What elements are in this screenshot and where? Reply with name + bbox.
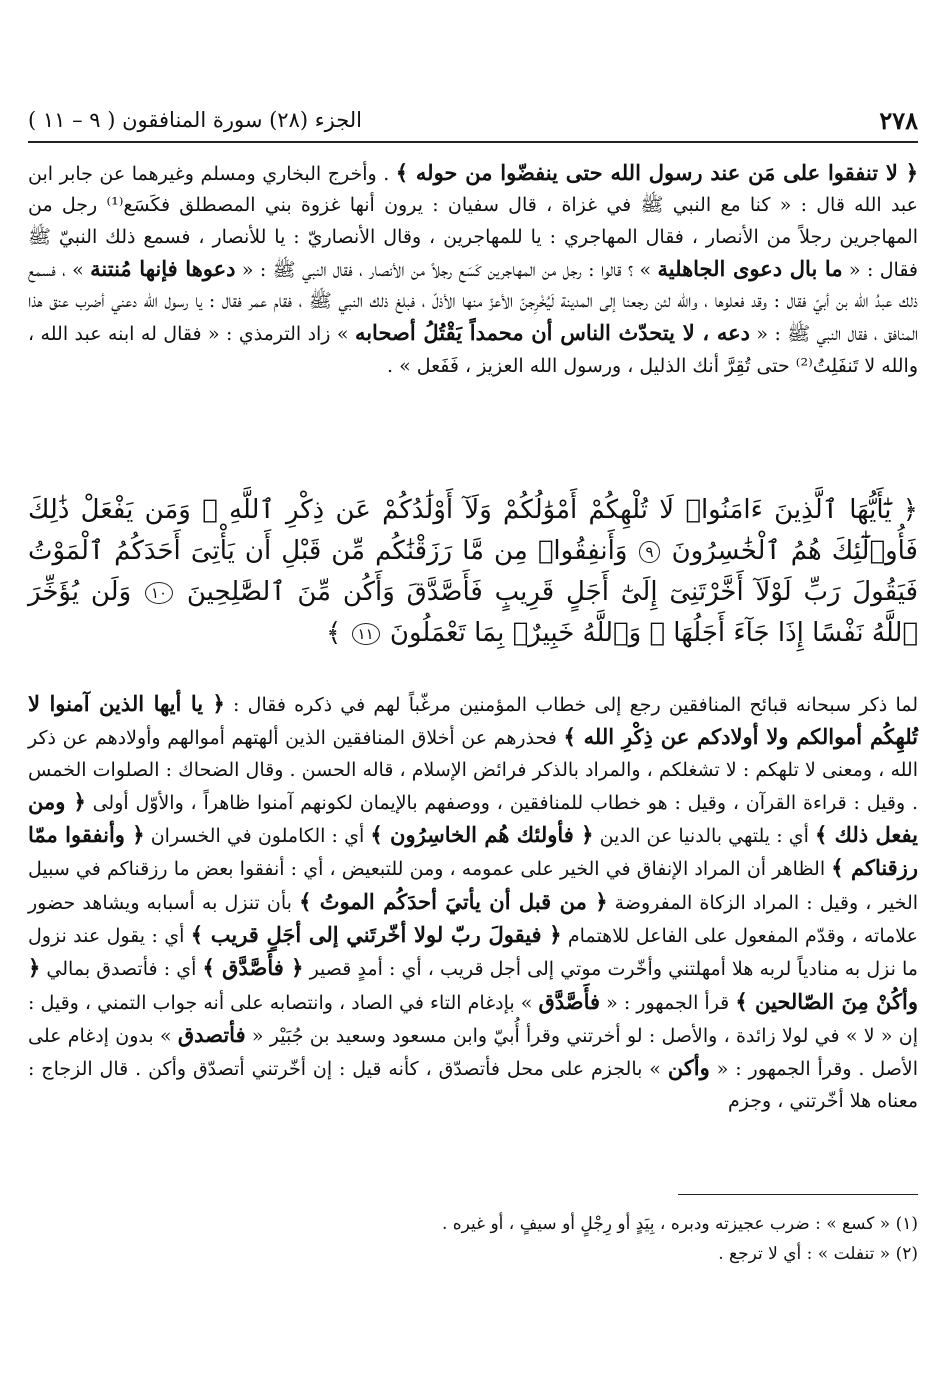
footnote-1: (١) « كسع » : ضرب عجيزته ودبره ، بِيَدٍ أو رِجْلٍ أو سيفٍ ، أو غيره . xyxy=(441,1214,918,1234)
quran-verses xyxy=(28,490,918,654)
text-run: أي : يقول عند نزول ما نزل به منادياً لربه هلا أمهلتني وأخّرت موتي إلى أجل قريب ، أي : أمدٍ قصير xyxy=(28,925,918,981)
text-run: الظاهر أن المراد الإنفاق في الخير على عمومه ، ومن للتبعيض ، أي : أنفقوا بعض ما رزقناكم في سبيل الخير ، وقيل : المراد الزكاة المفروضة xyxy=(28,858,919,914)
verse-number: ١١ xyxy=(352,623,380,645)
header-rule xyxy=(28,141,918,143)
running-head: الجزء (٢٨) سورة المنافقون ( ٩ – ١١ ) xyxy=(28,108,362,132)
bold-quote: فأَصَّدَّق xyxy=(538,988,601,1014)
text-run: لما ذكر سبحانه قبائح المنافقين رجع إلى خطاب المؤمنين مرغّباً لهم في ذكره فقال : xyxy=(224,694,919,716)
bold-quote: ﴿ وأنفقوا ممّا رزقناكم ﴾ xyxy=(28,822,918,881)
footnote-2: (٢) « تنفلت » : أي لا ترجع . xyxy=(718,1244,918,1264)
bold-quote: ﴿ يا أيها الذين آمنوا لا تُلهِكُم أموالكم ولا أولادكم عن ذِكْرِ الله ﴾ xyxy=(28,691,918,750)
text-run: أي : فأتصدق بمالي xyxy=(40,958,203,981)
tafsir-paragraph xyxy=(28,688,918,1117)
bold-quote: ﴿ ومن يفعل ذلك ﴾ xyxy=(28,788,918,848)
text-run: » بالجزم على محل فأتصدّق ، كأنه قيل : إن أخّرتني أتصدّق وأكن . قال الزجاج : معناه هلا أخّرتني ، وجزم xyxy=(28,1058,918,1112)
footnote-rule xyxy=(678,1194,918,1195)
hadith-paragraph xyxy=(28,157,918,382)
verse-text: وَأَنفِقُوا۟ مِن مَّا رَزَقْنَٰكُم مِّن قَبْلِ أَن يَأْتِىَ أَحَدَكُمُ ٱلْمَوْتُ فَيَقُولَ رَبِّ لَوْلَآ أَخَّرْتَنِىٓ إِلَىٰٓ أَجَلٍ قَرِيبٍ فَأَصَّدَّقَ وَأَكُن مِّنَ ٱلصَّٰلِحِينَ xyxy=(28,536,919,607)
text-run: » زاد الترمذي : « فقال له ابنه عبد الله ، والله لا تَنفَلِتُ⁽²⁾ حتى تُقِرَّ أنك الذليل ، ورسول الله العزيز ، فَفَعل » . xyxy=(28,323,918,377)
bold-quote: ما بال دعوى الجاهلية xyxy=(657,255,843,281)
bold-quote: ﴿ فأولئك هُم الخاسِرُون ﴾ xyxy=(370,822,594,848)
verse-text: وَلَن يُؤَخِّرَ ٱللَّهُ نَفْسًا إِذَا جَآءَ أَجَلُهَا ۚ وَٱللَّهُ خَبِيرٌۢ بِمَا تَعْمَلُونَ xyxy=(28,577,918,648)
text-run: بأن تنزل به أسبابه ويشاهد حضور علاماته ، وقدّم المفعول على الفاعل للاهتمام xyxy=(28,891,918,948)
page-header xyxy=(28,100,918,140)
bold-quote: وأكن xyxy=(667,1055,710,1081)
text-run: » بإدغام التاء في الصاد ، وانتصابه على أنه جواب التمني ، وقيل : إن « لا » في لولا زائدة ، والأصل : لو أخرتني وقرأ أُبيّ وابن مسعود وسعيد بن جُبَيْر « xyxy=(28,991,918,1047)
text-run: أي : الكاملون في الخسران xyxy=(144,825,371,848)
bold-quote: ﴿ وأكُنْ مِنَ الصّالحين ﴾ xyxy=(28,955,918,1014)
bold-quote: ﴿ فأَصَّدَّق ﴾ xyxy=(202,955,304,981)
bold-quote: فأتصدق xyxy=(177,1021,246,1047)
bold-quote: ﴿ فيقولَ ربّ لولا أخّرتَني إلى أجَلٍ قريب ﴾ xyxy=(190,922,562,948)
verse-number: ١٠ xyxy=(145,582,173,604)
bold-quote: دعه ، لا يتحدّث الناس أن محمداً يَقْتُلُ أصحابه xyxy=(354,320,750,346)
text-run: فحذرهم عن أخلاق المنافقين الذين ألهتهم أموالهم وأولادهم عن ذكر الله ، ومعنى لا تلهكم : لا تشغلكم ، والمراد بالذكر فرائض الإسلام ، قاله الحسن . وقال الضحاك : الصلوات الخمس . وقيل : قراءة القرآن ، وقيل : هو خطاب للمنافقين ، ووصفهم بالإيمان لكونهم آمنوا ظاهراً ، والأوّل أولى xyxy=(28,727,918,814)
verse-number: ٩ xyxy=(639,541,659,563)
text-run: » ؟ قالوا : رجل من المهاجرين كَسَع رجلاً من الأنصار ، فقال النبي ﷺ : « xyxy=(235,258,658,281)
text-run: . وأخرج البخاري ومسلم وغيرهما عن جابر ابن عبد الله قال : « كنا مع النبي ﷺ في غزاة ، قال سفيان : يرون أنها غزوة بني المصطلق فكَسَع⁽¹⁾ رجل من المهاجرين رجلاً من الأنصار ، فقال المهاجري : يا للمهاجرين ، وقال الأنصاريّ : يا للأنصار ، فسمع ذلك النبيّ ﷺ فقال : « xyxy=(28,163,919,281)
text-run: أي : يلتهي بالدنيا عن الدين xyxy=(593,825,815,848)
paragraph-text xyxy=(28,688,918,1117)
verse-close: ﴾ xyxy=(326,618,342,648)
bold-quote: ﴿ لا تنفقوا على مَن عند رسول الله حتى ينفضّوا من حوله ﴾ xyxy=(395,160,918,185)
text-run: قرأ الجمهور : « xyxy=(600,991,736,1014)
text-run: » ، فسمع ذلك عبدُ الله بن أبيّ فقال : وقد فعلوها ، والله لئن رجعنا إلى المدينة لَيُخْرِجنّ الأعزّ منها الأذلّ ، فبلغ ذلك النبي ﷺ ، فقام عمر فقال : يا رسول الله دعني أضرب عنق هذا المنافق ، فقال النبي ﷺ : « xyxy=(28,258,919,346)
verse-text: ﴿ يَٰٓأَيُّهَا ٱلَّذِينَ ءَامَنُوا۟ لَا تُلْهِكُمْ أَمْوَٰلُكُمْ وَلَآ أَوْلَٰدُكُمْ عَن ذِكْرِ ٱللَّهِ ۚ وَمَن يَفْعَلْ ذَٰلِكَ فَأُو۟لَٰٓئِكَ هُمُ ٱلْخَٰسِرُونَ xyxy=(28,495,918,566)
bold-quote: دعوها فإنها مُنتنة xyxy=(90,255,236,281)
paragraph-text xyxy=(28,157,918,382)
text-run: » بدون إدغام على الأصل . وقرأ الجمهور : « xyxy=(28,1024,918,1081)
page-number: ٢٧٨ xyxy=(879,105,918,135)
bold-quote: ﴿ من قبل أن يأتيَ أحدَكُم الموتُ ﴾ xyxy=(299,888,608,914)
